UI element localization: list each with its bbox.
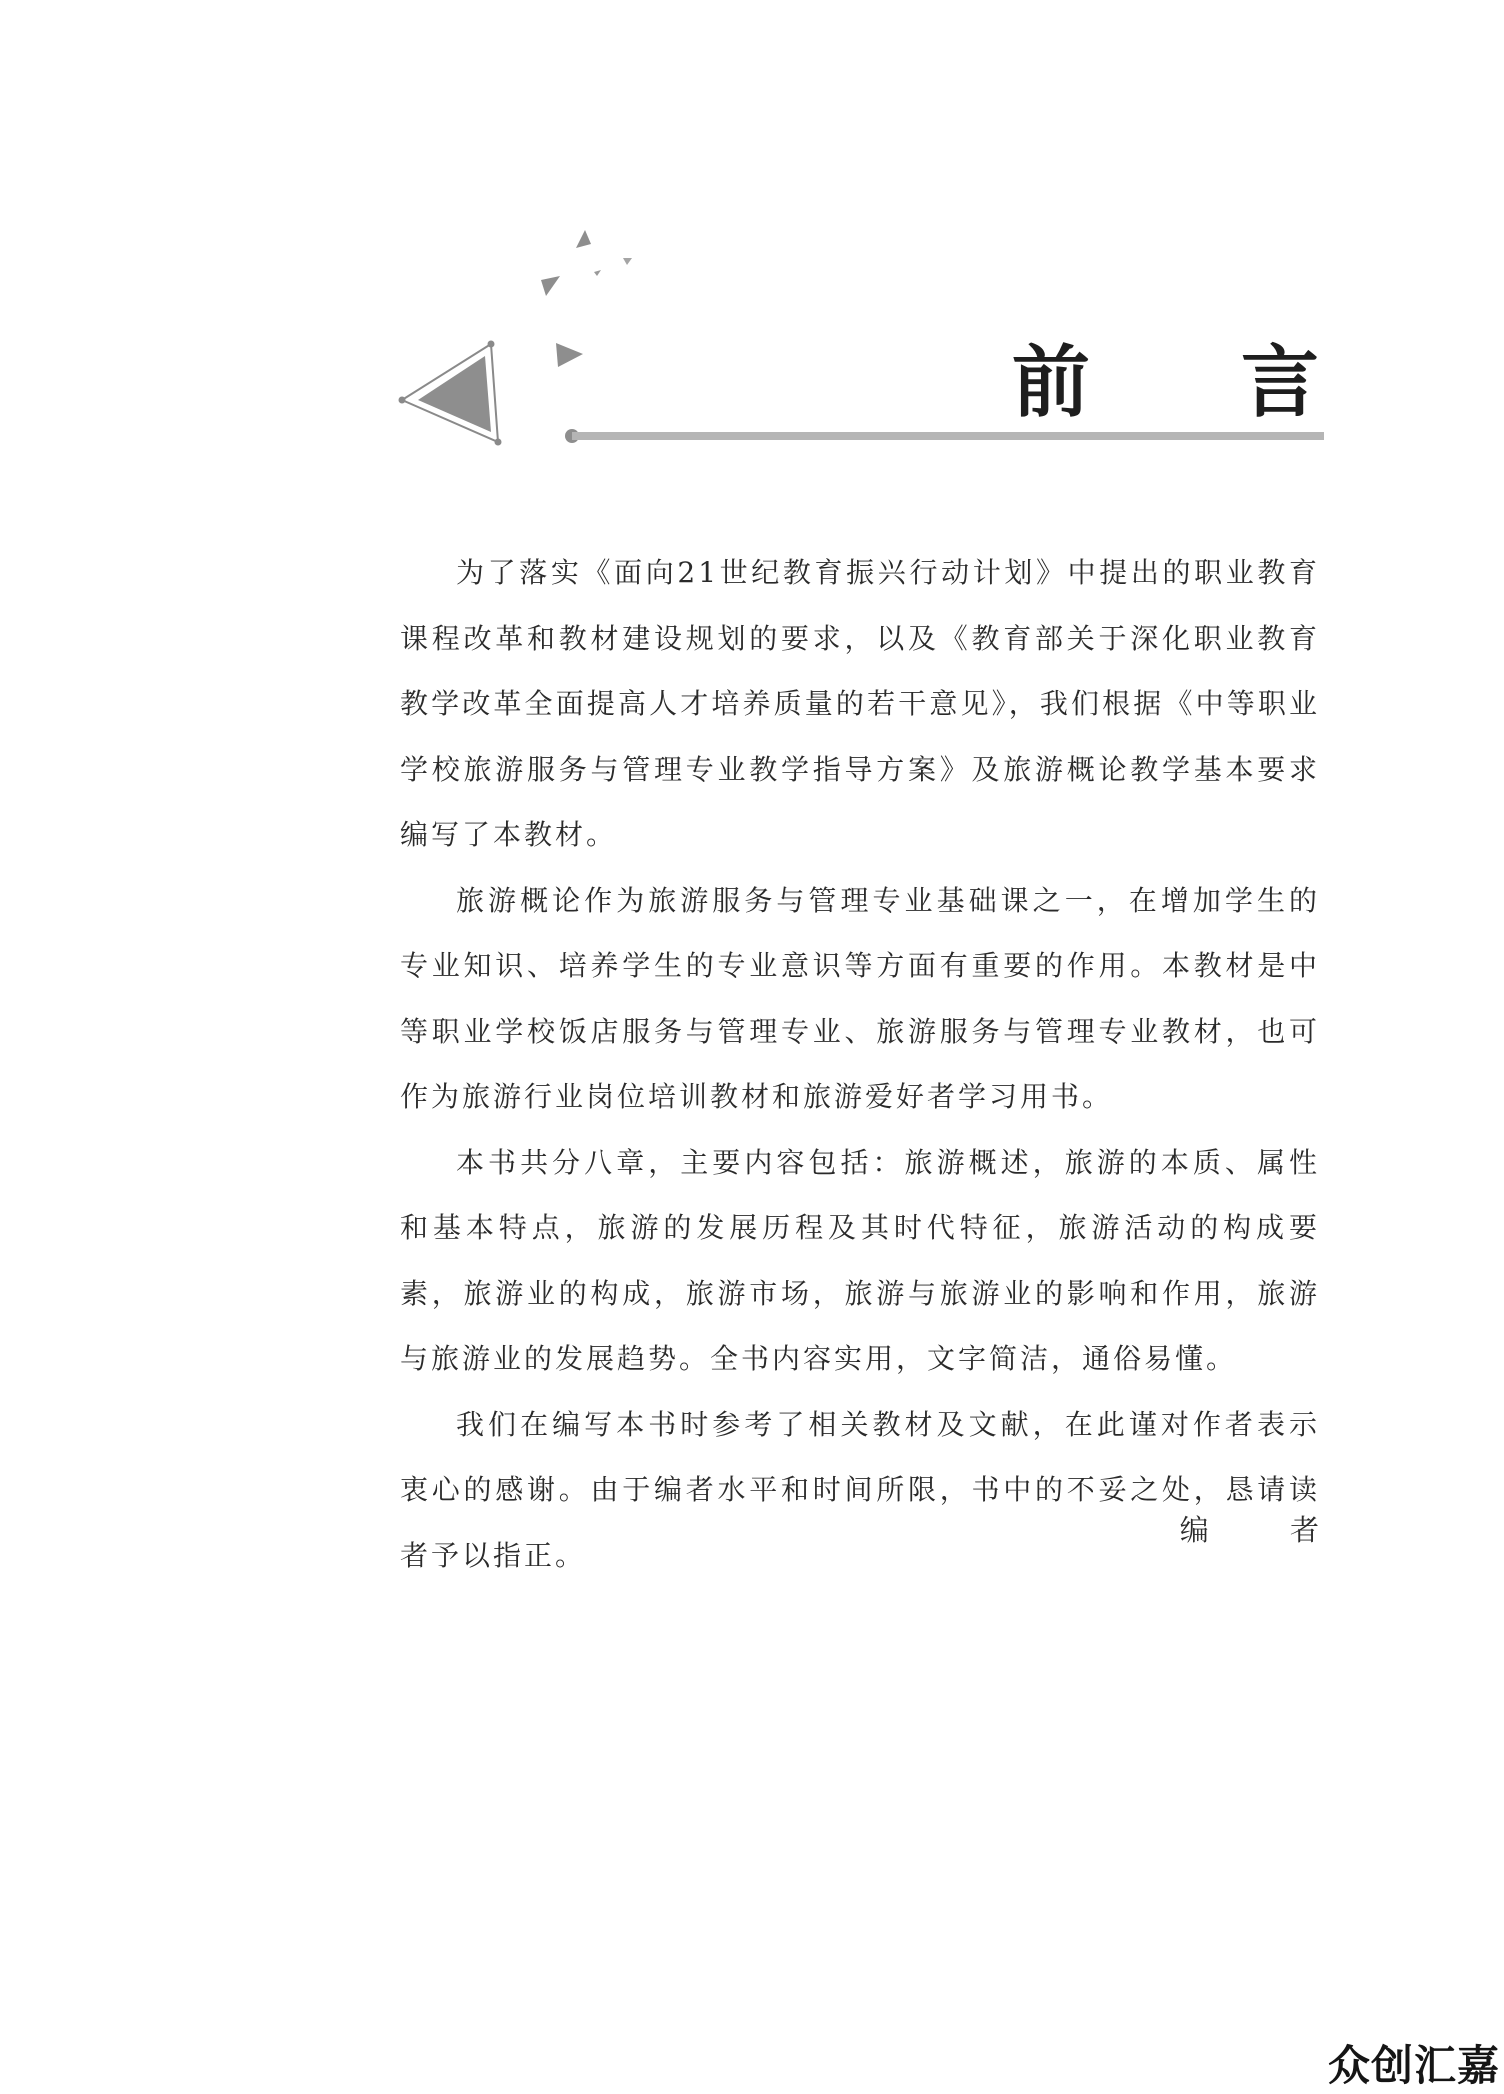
large-triangle-ornament (399, 341, 502, 446)
preface-paragraph-1: 为了落实《面向21世纪教育振兴行动计划》中提出的职业教育课程改革和教材建设规划的要求，以及《教育部关于深化职业教育教学改革全面提高人才培养质量的若干意见》，我们根据《中等职业学校旅游服务与管理专业教学指导方案》及旅游概论教学基本要求编写了本教材。 (400, 556, 1320, 851)
small-triangles-ornament (541, 230, 632, 367)
preface-paragraph-4: 我们在编写本书时参考了相关教材及文献，在此谨对作者表示衷心的感谢。由于编者水平和时间所限，书中的不妥之处，恳请读者予以指正。 (400, 1407, 1320, 1572)
title-underline (565, 429, 1324, 443)
signature: 编 者 (1179, 1513, 1355, 1547)
preface-body (400, 540, 1320, 1588)
watermark-logo: 众创汇嘉 (1327, 2041, 1500, 2090)
preface-paragraph-2: 旅游概论作为旅游服务与管理专业基础课之一，在增加学生的专业知识、培养学生的专业意识等方面有重要的作用。本教材是中等职业学校饭店服务与管理专业、旅游服务与管理专业教材，也可作为旅游行业岗位培训教材和旅游爱好者学习用书。 (400, 883, 1320, 1113)
page-title: 前 言 (1011, 338, 1381, 428)
preface-paragraph-3: 本书共分八章，主要内容包括：旅游概述，旅游的本质、属性和基本特点，旅游的发展历程及其时代特征，旅游活动的构成要素，旅游业的构成，旅游市场，旅游与旅游业的影响和作用，旅游与旅游业的发展趋势。全书内容实用，文字简洁，通俗易懂。 (400, 1145, 1320, 1375)
